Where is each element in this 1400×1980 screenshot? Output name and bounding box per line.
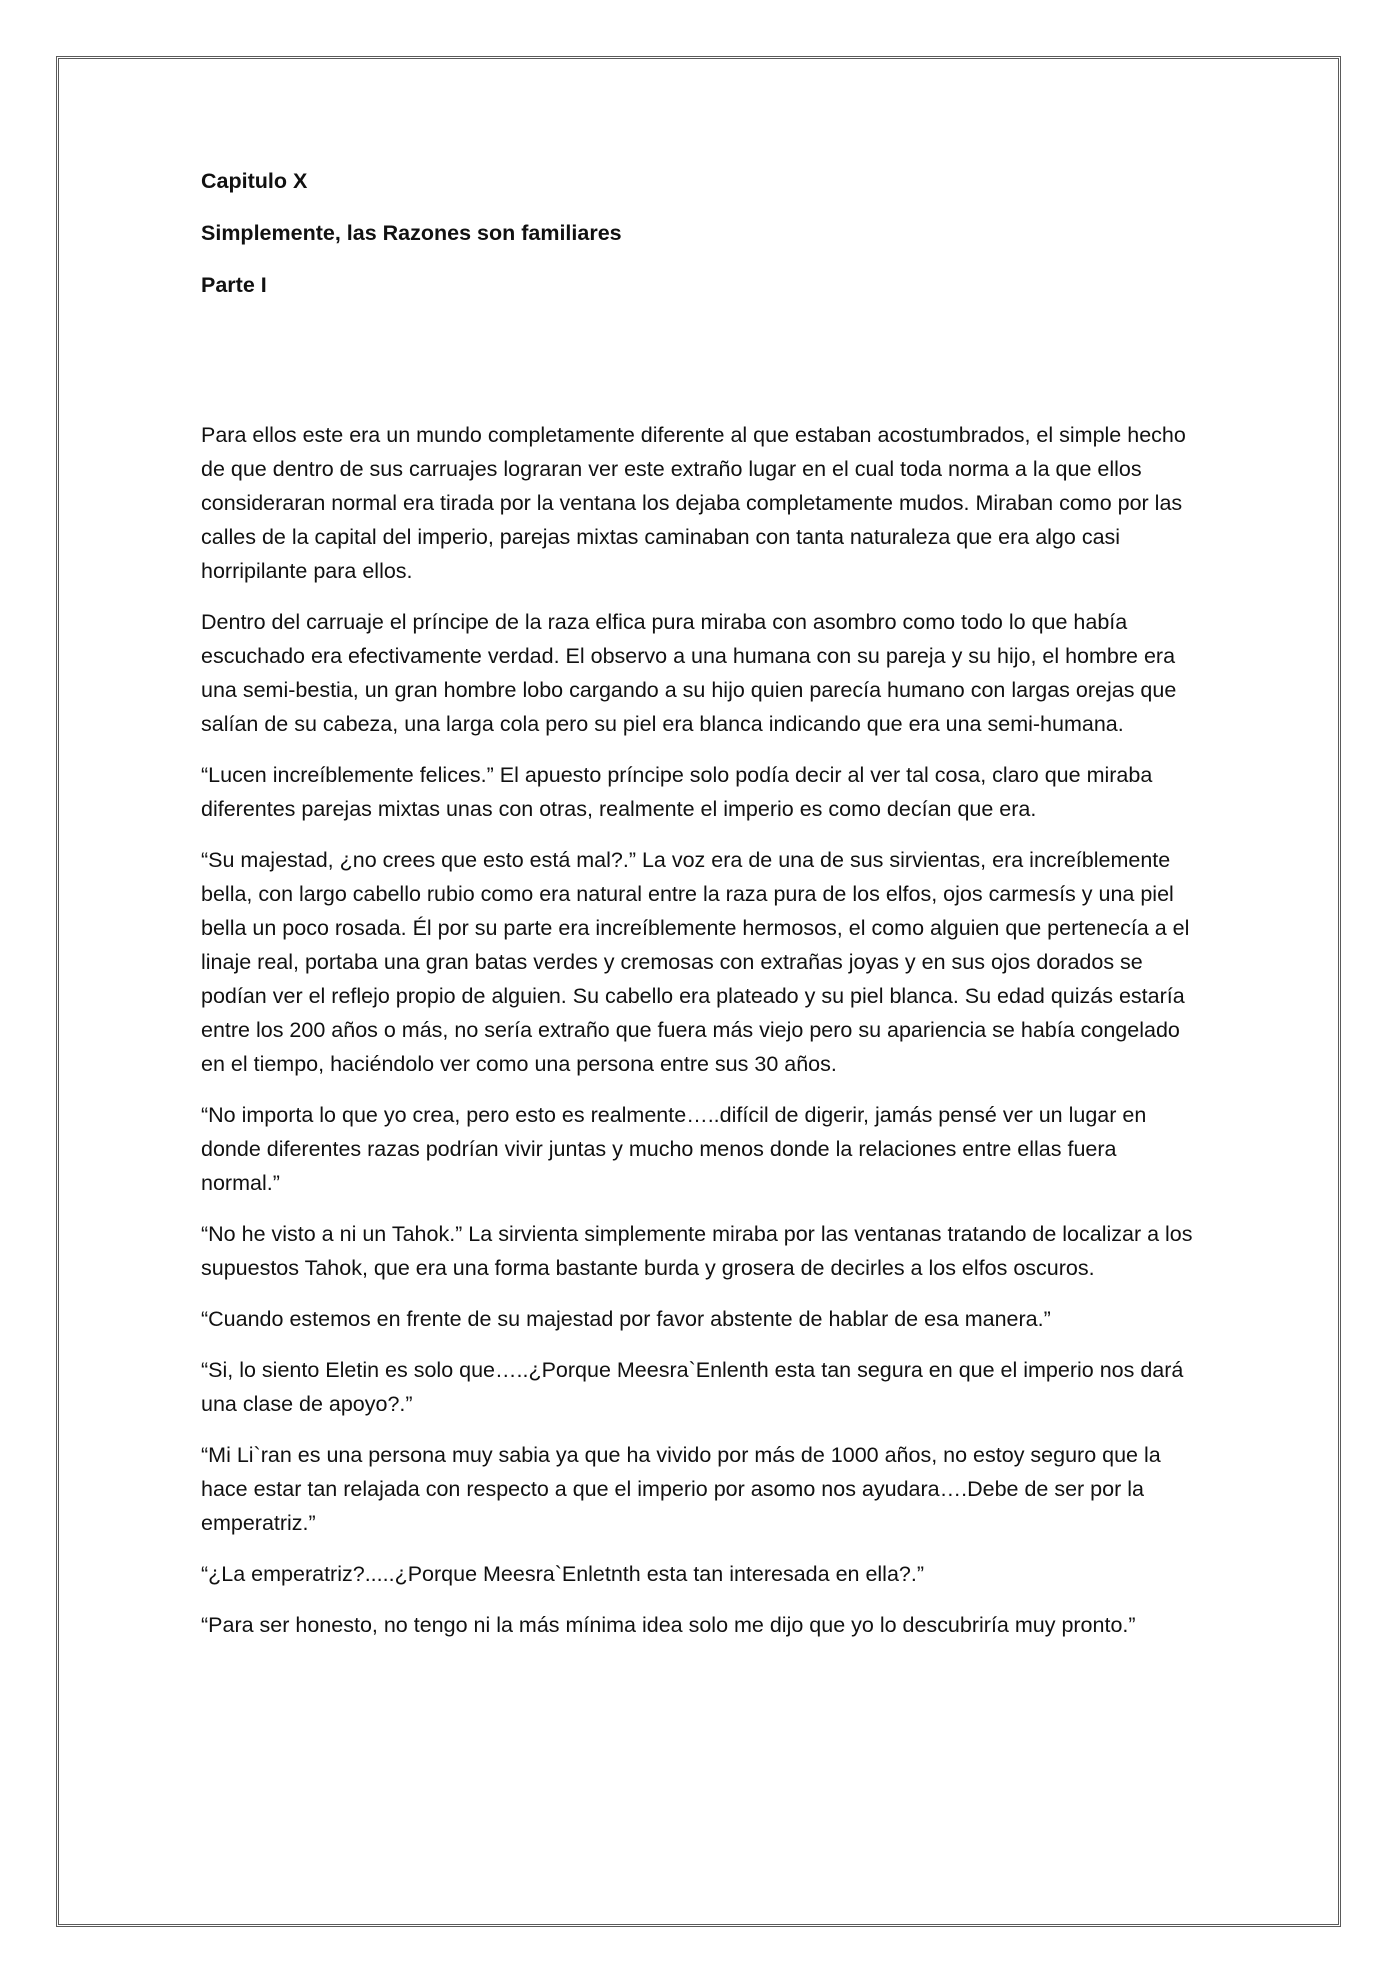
paragraph: “Su majestad, ¿no crees que esto está mal?.” La voz era de una de sus sirvientas, era increíblemente bella, con largo cabello rubio como era natural entre la raza pura de los elfos, ojos carmesís y una piel bella un poco rosada. Él por su parte era increíblemente hermosos, el como alguien que pertenecía a el linaje real, portaba una gran batas verdes y cremosas con extrañas joyas y en sus ojos dorados se podían ver el reflejo propio de alguien. Su cabello era plateado y su piel blanca. Su edad quizás estaría entre los 200 años o más, no sería extraño que fuera más viejo pero su apariencia se había congelado en el tiempo, haciéndolo ver como una persona entre sus 30 años.: [201, 848, 1190, 1076]
paragraph: Para ellos este era un mundo completamente diferente al que estaban acostumbrados, el simple hecho de que dentro de sus carruajes lograran ver este extraño lugar en el cual toda norma a la que ellos consideraran normal era tirada por la ventana los dejaba completamente mudos. Miraban como por las calles de la capital del imperio, parejas mixtas caminaban con tanta naturaleza que era algo casi horripilante para ellos.: [201, 423, 1186, 583]
chapter-title: Capitulo X: [201, 169, 308, 193]
paragraph: “No he visto a ni un Tahok.” La sirvienta simplemente miraba por las ventanas tratando de localizar a los supuestos Tahok, que era una forma bastante burda y grosera de decirles a los elfos oscuros.: [201, 1222, 1193, 1280]
paragraph: “Mi Li`ran es una persona muy sabia ya que ha vivido por más de 1000 años, no estoy seguro que la hace estar tan relajada con respecto a que el imperio por asomo nos ayudara….Debe de ser por la emperatriz.”: [201, 1443, 1161, 1535]
paragraph: “Para ser honesto, no tengo ni la más mínima idea solo me dijo que yo lo descubriría muy pronto.”: [201, 1613, 1136, 1637]
paragraph: “No importa lo que yo crea, pero esto es realmente…..difícil de digerir, jamás pensé ver un lugar en donde diferentes razas podrían vivir juntas y mucho menos donde la relaciones entre ellas fuera normal.”: [201, 1103, 1147, 1195]
part-title: Parte I: [201, 273, 267, 297]
paragraph: “Lucen increíblemente felices.” El apuesto príncipe solo podía decir al ver tal cosa, claro que miraba diferentes parejas mixtas unas con otras, realmente el imperio es como decían que era.: [201, 763, 1153, 821]
paragraph: “Si, lo siento Eletin es solo que…..¿Porque Meesra`Enlenth esta tan segura en que el imperio nos dará una clase de apoyo?.”: [201, 1358, 1184, 1416]
paragraph: “¿La emperatriz?.....¿Porque Meesra`Enletnth esta tan interesada en ella?.”: [201, 1562, 925, 1586]
chapter-subtitle: Simplemente, las Razones son familiares: [201, 221, 622, 245]
paragraph: Dentro del carruaje el príncipe de la raza elfica pura miraba con asombro como todo lo que había escuchado era efectivamente verdad. El observo a una humana con su pareja y su hijo, el hombre era una semi-bestia, un gran hombre lobo cargando a su hijo quien parecía humano con largas orejas que salían de su cabeza, una larga cola pero su piel era blanca indicando que era una semi-humana.: [201, 610, 1177, 736]
paragraph: “Cuando estemos en frente de su majestad por favor abstente de hablar de esa manera.”: [201, 1307, 1051, 1331]
document-body: [201, 168, 1201, 1659]
